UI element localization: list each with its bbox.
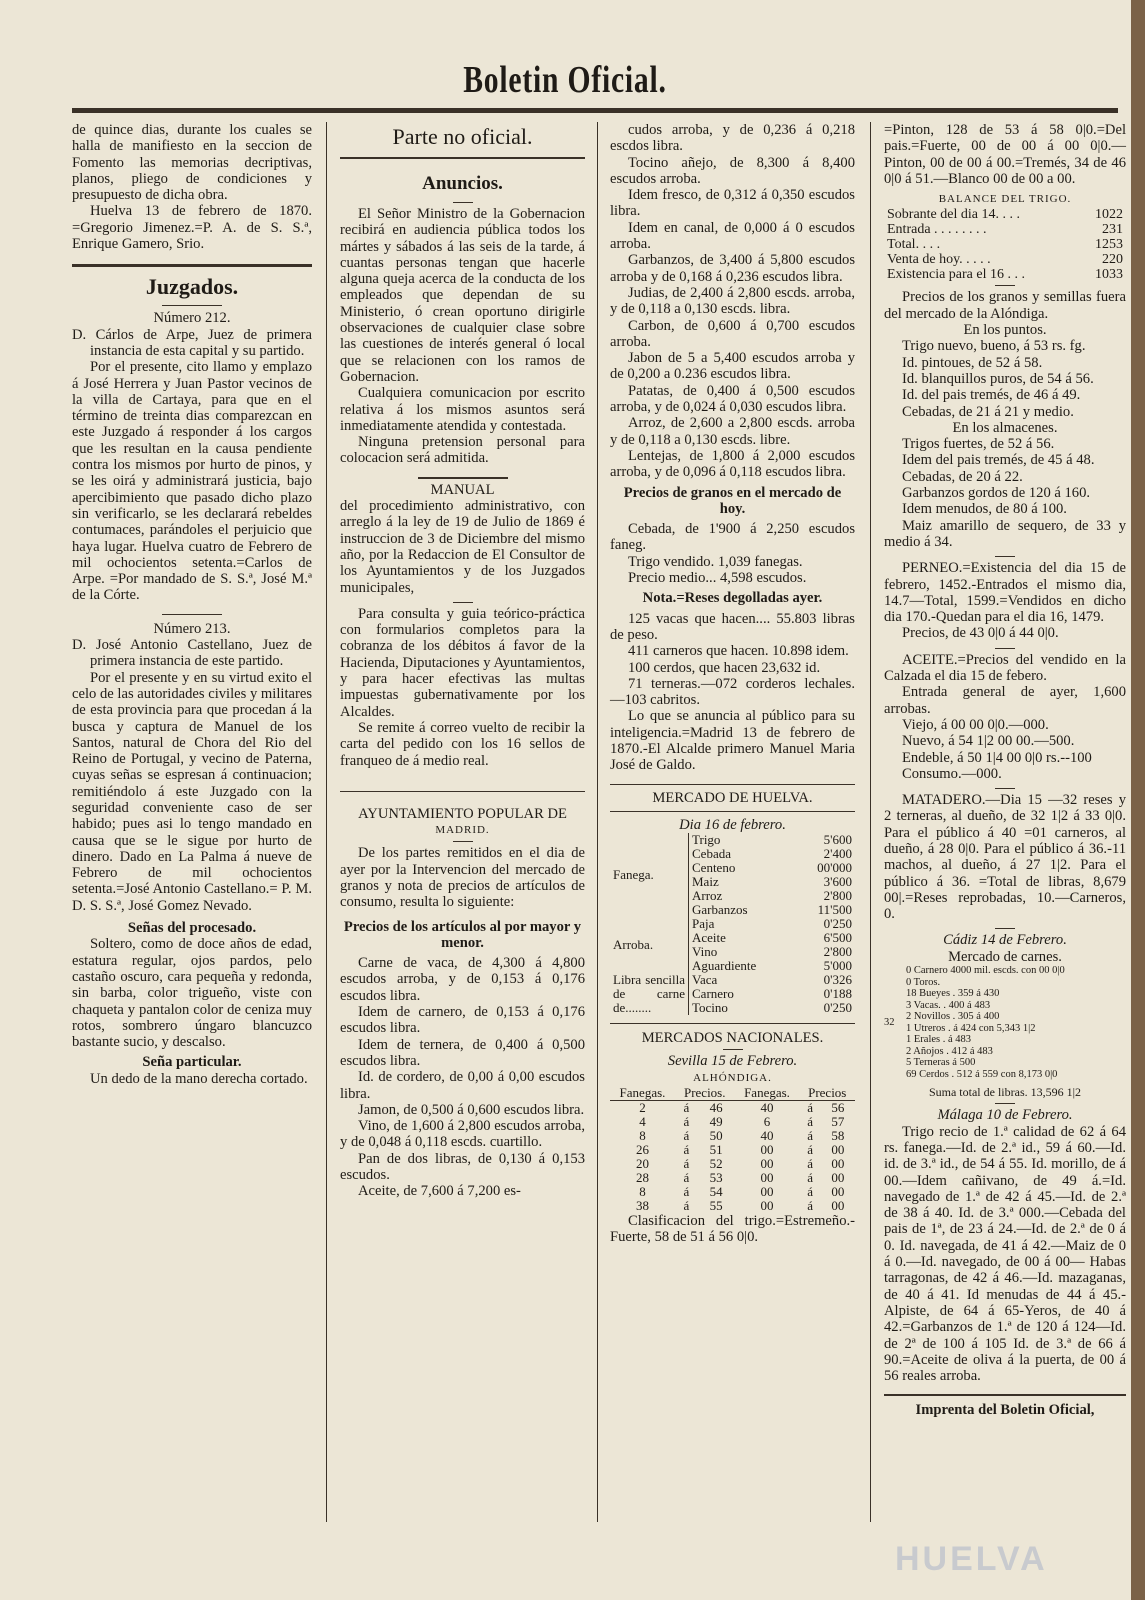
table-cell: á [683, 1142, 690, 1158]
list-item: 2 Novillos . 305 á 400 [906, 1011, 1000, 1023]
table-cell: á [807, 1170, 813, 1186]
table-cell: 00 [831, 1184, 845, 1200]
divider [453, 202, 473, 203]
divider [995, 285, 1015, 286]
paragraph: El Señor Ministro de la Gobernacion recibirá en audiencia pública todos los mártes y sábados á las seis de la tarde, á cuantas personas tengan que hacerle alguna queja acerca de la conducta de los empleados que dependan de su Ministerio, ó crean oportuno dirigirle observaciones de cualquier clase sobre las cuestiones de interés general ó local que se relacionen con los ramos de Gobernacion. [340, 206, 585, 385]
list-item: Tocino añejo, de 8,300 á 8,400 escudos arroba. [610, 154, 855, 187]
table-row [610, 1157, 855, 1171]
paragraph: 100 cerdos, que hacen 23,632 id. [628, 659, 821, 676]
table-cell: 8 [639, 1184, 646, 1200]
table-cell: á [683, 1156, 690, 1172]
subheading: MERCADOS NACIONALES. [641, 1030, 824, 1047]
column-3 [610, 122, 855, 1246]
paragraph: Precio medio... 4,598 escudos. [628, 570, 807, 587]
column-2 [340, 122, 585, 1200]
subheading: Mercado de carnes. [948, 948, 1062, 965]
table-cell: á [807, 1128, 813, 1144]
balance-label: Existencia para el 16 . . . [887, 267, 1026, 283]
price-list [340, 955, 585, 1199]
paragraph: =Pinton, 128 de 53 á 58 0|0.=Del pais.=Fuerte, 00 de 00 á 00 0|0.— Pinton, 00 de 00 á 00.=Tremés, 34 de 46 0|0 á 51.—Blanco 00 de 00 a 00. [884, 122, 1126, 187]
list-item: Garbanzos, de 3,400 á 5,800 escudos arroba y de 0,168 á 0,236 escudos libra. [610, 252, 855, 285]
list-item: Vino, de 1,600 á 2,800 escudos arroba, y de 0,048 á 0,118 escds. cuartillo. [340, 1118, 585, 1151]
list-item: 3 Vacas. . 400 á 483 [906, 999, 991, 1011]
table-cell: á [683, 1114, 690, 1130]
divider [995, 556, 1015, 557]
list-item: Jabon de 5 a 5,400 escudos arroba y de 0,200 a 0.236 escudos libra. [610, 350, 855, 383]
header-cell: Fanegas. [610, 1086, 675, 1101]
table-cell: 54 [709, 1184, 723, 1200]
paragraph: Cualquiera comunicacion por escrito relativa á los mismos asuntos será inmediatamente atendida y contestada. [340, 385, 585, 434]
list-item: Id. blanquillos puros, de 54 á 56. [902, 370, 1094, 387]
table-row [610, 1129, 855, 1143]
subheading: MERCADO DE HUELVA. [652, 789, 813, 806]
item-name: Carnero [689, 987, 795, 1001]
table-cell: á [683, 1184, 690, 1200]
item-name: Paja [689, 917, 795, 931]
table-cell: 57 [831, 1114, 845, 1130]
paragraph: MATADERO.—Dia 15 —32 reses y 2 terneras, al dueño, de 32 1|2 á 33 0|0. Para el público á 40 =01 carneros, al dueño, á 28 0|0. Para el público á 36.-11 machos, al dueño, á 27 1|2. Para el público á 36. =Total de libras, 8,679 00|.=Reses reprobadas, 10.—Carneros, 0. [884, 792, 1126, 923]
column-divider [597, 122, 598, 1522]
item-name: Centeno [689, 861, 795, 875]
list-item: 2 Añojos . 412 á 483 [906, 1045, 993, 1057]
list-item: Idem del pais tremés, de 45 á 48. [902, 452, 1095, 469]
table-row [884, 222, 1126, 237]
table-cell: 00 [831, 1142, 845, 1158]
table-row [610, 917, 855, 931]
cadiz-rows [906, 965, 1126, 1080]
notice-number: Número 213. [153, 620, 231, 637]
table-cell: 00 [760, 1198, 774, 1214]
balance-table [884, 207, 1126, 282]
list-item: Id. del pais tremés, de 46 á 49. [902, 387, 1081, 404]
paragraph: Clasificacion del trigo.=Estremeño.-Fuerte, 58 de 51 á 56 0|0. [610, 1213, 855, 1246]
table-cell: 00 [760, 1142, 774, 1158]
list-item: 69 Cerdos . 512 á 559 con 8,173 0|0 [906, 1068, 1058, 1080]
notice-body: Por el presente y en su virtud exito el celo de las autoridades civiles y militares de esta provincia para que procedan á la busca y captura de Manuel de los Santos, natural de Chora del Rio del Reino de Portugal, y vecino de Paterna, cuyas señas se espresan á continuacion; remitiéndolo á este Juzgado con la seguridad conveniente caso de ser habido; pues asi lo tengo mandado en causa que se le sigue por hurto de dinero. Dado en La Palma á nueve de Febrero de mil ochocientos setenta.=José Antonio Castellano.= P. M. D. S. S.ª, José Gomez Nevado. [72, 669, 312, 914]
table-row [610, 1101, 855, 1116]
balance-value: 1022 [1095, 207, 1123, 223]
table-cell: 58 [831, 1128, 845, 1144]
paragraph: 411 carneros que hacen. 10.898 idem. [628, 643, 849, 660]
item-price: 11'500 [817, 902, 852, 918]
list-item: Endeble, á 50 1|4 00 0|0 rs.--100 [902, 749, 1092, 766]
list-item: Idem de ternera, de 0,400 á 0,500 escudos libra. [340, 1036, 585, 1069]
table-cell: 56 [831, 1100, 845, 1116]
item-name: Arroz [689, 889, 795, 903]
paragraph: Ninguna pretension personal para colocacion será admitida. [340, 434, 585, 467]
balance-value: 220 [1102, 252, 1123, 268]
divider [995, 648, 1015, 649]
subheading: Precios de los artículos al por mayor y menor. [343, 918, 582, 951]
table-cell: 4 [639, 1114, 646, 1130]
list-item: Patatas, de 0,400 á 0,500 escudos arroba, y de 0,024 á 0,030 escudos libra. [610, 382, 855, 416]
item-name: Aceite [689, 931, 795, 945]
table-cell: 00 [831, 1198, 845, 1214]
table-cell: 26 [635, 1142, 649, 1158]
subheading: MANUAL [430, 481, 495, 498]
group-label: Fanega. [613, 867, 654, 883]
item-name: Vaca [689, 973, 795, 987]
price-list [610, 122, 855, 481]
price-list [884, 436, 1126, 550]
subheading: ALHÓNDIGA. [693, 1071, 772, 1084]
paragraph: 125 vacas que hacen.... 55.803 libras de peso. [610, 610, 855, 643]
section-heading: Parte no oficial. [392, 124, 533, 149]
table-cell: 00 [831, 1156, 845, 1172]
list-item: Viejo, á 00 00 0|0.—000. [902, 716, 1049, 733]
table-header [610, 1086, 855, 1101]
balance-label: Sobrante del dia 14. . . . [887, 207, 1020, 223]
divider [723, 1049, 743, 1050]
table-cell: á [683, 1100, 690, 1116]
list-item: Trigos fuertes, de 52 á 56. [902, 436, 1055, 453]
table-cell: á [683, 1128, 690, 1144]
list-item: 1 Utreros . á 424 con 5,343 1|2 [906, 1022, 1036, 1034]
item-price: 0'250 [823, 916, 852, 932]
item-name: Cebada [689, 847, 795, 861]
table-cell: á [683, 1170, 690, 1186]
list-item: Trigo nuevo, bueno, á 53 rs. fg. [902, 338, 1086, 355]
cadiz-table [884, 965, 1126, 1080]
list-item: Idem menudos, de 80 á 100. [902, 501, 1067, 518]
table-cell: 6 [763, 1114, 771, 1130]
description: Soltero, como de doce años de edad, estatura regular, ojos pardos, pelo castaño oscuro, cara pequeña y redonda, sin barba, color trigueño, viste con chaqueta y pantalon color de ceniza muy rotos, sombrero úngaro blancuzco bastante sucio, y descalso. [72, 936, 312, 1051]
list-item: Consumo.—000. [902, 765, 1002, 782]
divider [162, 305, 222, 306]
divider [884, 1394, 1126, 1396]
paragraph: Lo que se anuncia al público para su inteligencia.=Madrid 13 de febrero de 1870.-El Alcalde primero Manuel Maria José de Galdo. [610, 708, 855, 774]
subheading: BALANCE DEL TRIGO. [938, 193, 1072, 206]
table-row [610, 1185, 855, 1199]
list-item: 18 Bueyes . 359 á 430 [906, 988, 1000, 1000]
item-name: Aguardiente [689, 959, 795, 973]
subheading: Precios de granos en el mercado de hoy. [623, 484, 842, 517]
header-cell: Precios. [675, 1086, 735, 1101]
table-cell: 40 [760, 1100, 774, 1116]
paragraph: Precios, de 43 0|0 á 44 0|0. [902, 625, 1059, 642]
divider [418, 477, 508, 479]
table-cell: 20 [635, 1156, 649, 1172]
item-price: 6'500 [823, 930, 852, 946]
table-row [610, 1199, 855, 1213]
table-cell: 40 [760, 1128, 774, 1144]
table-row [610, 1143, 855, 1157]
balance-value: 231 [1102, 222, 1123, 238]
page-edge [1131, 0, 1145, 1600]
notice-title: D. José Antonio Castellano, Juez de primera instancia de este partido. [72, 637, 312, 670]
table-row [884, 252, 1126, 267]
list-item: Idem fresco, de 0,312 á 0,350 escudos libra. [610, 187, 855, 220]
balance-value: 1253 [1095, 237, 1123, 253]
paragraph: de quince dias, durante los cuales se halla de manifiesto en la seccion de Fomento las memorias decriptivas, planos, pliego de condiciones y presupuesto de dicha obra. [72, 122, 312, 204]
divider [995, 1103, 1015, 1104]
item-name: Maiz [689, 875, 795, 889]
list-item: Judias, de 2,400 á 2,800 escds. arroba, y de 0,118 a 0,130 escds. libra. [610, 284, 855, 318]
table-cell: 50 [709, 1128, 723, 1144]
table-row [884, 237, 1126, 252]
list-item: Idem en canal, de 0,000 á 0 escudos arroba. [610, 219, 855, 253]
divider [340, 791, 585, 792]
table-cell: á [807, 1156, 813, 1172]
divider [610, 784, 855, 785]
table-cell: á [807, 1184, 813, 1200]
paragraph: 71 terneras.—072 corderos lechales.—103 cabritos. [610, 675, 855, 709]
item-name: Vino [689, 945, 795, 959]
table-row [610, 1115, 855, 1129]
list-item: Idem de carnero, de 0,153 á 0,176 escudos libra. [340, 1004, 585, 1037]
list-item: Cebadas, de 21 á 21 y medio. [902, 403, 1074, 420]
subheading: Señas del procesado. [127, 920, 257, 937]
table-row [884, 267, 1126, 282]
table-cell: 38 [635, 1198, 649, 1214]
item-price: 5'000 [823, 958, 852, 974]
list-item: Pan de dos libras, de 0,130 á 0,153 escudos. [340, 1150, 585, 1184]
table-cell: á [807, 1198, 813, 1214]
item-price: 2'800 [823, 944, 852, 960]
price-list [884, 684, 1126, 782]
date-line: Sevilla 15 de Febrero. [667, 1053, 798, 1070]
list-item: Id. de cordero, de 0,00 á 0,00 escudos libra. [340, 1069, 585, 1102]
balance-label: Venta de hoy. . . . . [887, 252, 991, 268]
notice-title: D. Cárlos de Arpe, Juez de primera instancia de esta capital y su partido. [72, 326, 312, 359]
item-price: 00'000 [817, 860, 852, 876]
list-item: cudos arroba, y de 0,236 á 0,218 escdos libra. [610, 122, 855, 155]
item-name: Trigo [689, 833, 795, 847]
printer-line: Imprenta del Boletin Oficial, [915, 1402, 1095, 1419]
date-line: Cádiz 14 de Febrero. [943, 932, 1067, 949]
table-cell: 52 [709, 1156, 723, 1172]
table-cell: 55 [709, 1198, 723, 1214]
paragraph: ACEITE.=Precios del vendido en la Calzada el dia 15 de febero. [884, 651, 1126, 685]
list-item: Carne de vaca, de 4,300 á 4,800 escudos arroba, y de 0,153 á 0,176 escudos libra. [340, 955, 585, 1004]
paragraph: Para consulta y guia teórico-práctica con formularios completos para la cobranza de los débitos á favor de la Hacienda, Diputaciones y Ayuntamientos, y para hacer efectivas las multas impuestas gubernativamente por los Alcaldes. [340, 605, 585, 720]
list-item: Maiz amarillo de sequero, de 33 y medio á 34. [884, 517, 1126, 550]
list-item: Nuevo, á 54 1|2 00 00.—500. [902, 733, 1075, 750]
column-1 [72, 122, 312, 1087]
table-row [884, 207, 1126, 222]
table-cell: 00 [760, 1156, 774, 1172]
header-cell: Fanegas. [735, 1086, 800, 1101]
table-cell: 8 [639, 1128, 646, 1144]
archive-watermark: HUELVA [895, 1540, 1048, 1578]
paragraph: Se remite á correo vuelto de recibir la carta del pedido con los 16 sellos de franqueo de á medio real. [340, 719, 585, 769]
section-heading: Anuncios. [422, 173, 503, 194]
date-line: Dia 16 de febrero. [679, 816, 786, 833]
paragraph: PERNEO.=Existencia del dia 15 de febrero, 1452.-Entrados el mismo dia, 14.7—Total, 1599.=Vendidos en dicho dia 170.-Quedan para el dia 16, 1479. [884, 560, 1126, 626]
item-price: 0'250 [823, 1000, 852, 1016]
table-row [610, 1171, 855, 1185]
alhondiga-table [610, 1086, 855, 1213]
item-price: 0'326 [823, 972, 852, 988]
list-item: Aceite, de 7,600 á 7,200 es- [358, 1183, 521, 1200]
list-item: Jamon, de 0,500 á 0,600 escudos libra. [358, 1101, 585, 1118]
paragraph: Trigo vendido. 1,039 fanegas. [628, 553, 803, 570]
table-cell: 2 [639, 1100, 646, 1116]
subheading: AYUNTAMIENTO POPULAR DE [358, 805, 567, 822]
notice-body: Por el presente, cito llamo y emplazo á José Herrera y Juan Pastor vecinos de la villa de Cartaya, para que en el término de treinta dias comparezcan en este Juzgado á responder á los cargos que les resultan en la causa pendiente contra los mismos por hurto de pinos, y se les oirá y administrará justicia, bajo apercibimiento que pasado dicho plazo sin verificarlo, se les declarará rebeldes contumaces, parándoles el perjuicio que haya lugar. Huelva cuatro de Febrero de mil ochocientos setenta.=Carlos de Arpe. =Por mandado de S. S.ª, José M.ª de la Córte. [72, 359, 312, 604]
subheading: En los almacenes. [952, 419, 1058, 436]
list-item: 5 Terneras á 500 [906, 1057, 976, 1069]
list-item: 0 Carnero 4000 mil. escds. con 00 0|0 [906, 965, 1065, 977]
item-price: 2'800 [823, 888, 852, 904]
masthead: Boletin Oficial. [463, 59, 667, 101]
balance-value: 1033 [1095, 267, 1123, 283]
divider [453, 841, 473, 842]
item-name: Tocino [689, 1001, 795, 1015]
divider [995, 928, 1015, 929]
section-heading: Juzgados. [145, 274, 239, 300]
list-item: Id. pintoues, de 52 á 58. [902, 354, 1043, 371]
group-label: Libra sencilla de carne de........ [613, 972, 685, 1016]
column-divider [870, 122, 871, 1522]
subheading: En los puntos. [963, 322, 1047, 339]
market-table [610, 833, 855, 1015]
list-item: Arroz, de 2,600 a 2,800 escds. arroba y de 0,118 a 0,130 escds. libre. [610, 415, 855, 448]
table-cell: 53 [709, 1170, 723, 1186]
group-label: Arroba. [613, 937, 654, 953]
divider [72, 264, 312, 267]
item-price: 5'600 [823, 832, 852, 848]
table-cell: 28 [635, 1170, 649, 1186]
divider [162, 614, 222, 615]
divider [610, 1023, 855, 1024]
paragraph: Cebada, de 1'900 á 2,250 escudos faneg. [610, 521, 855, 554]
date-line: Málaga 10 de Febrero. [937, 1107, 1073, 1124]
divider [340, 157, 585, 159]
subheading: Seña particular. [142, 1054, 242, 1071]
signature: Huelva 13 de febrero de 1870. =Gregorio Jimenez.=P. A. de S. S.ª, Enrique Gamero, Srio. [72, 203, 312, 253]
item-name: Garbanzos [689, 903, 795, 917]
list-item: Entrada general de ayer, 1,600 arrobas. [884, 684, 1126, 717]
header-cell: Precios [799, 1086, 855, 1101]
total-line: Suma total de libras. 13,596 1|2 [928, 1085, 1082, 1100]
column-4 [884, 122, 1126, 1419]
divider [995, 788, 1015, 789]
table-cell: 00 [760, 1170, 774, 1186]
table-cell: 46 [709, 1100, 723, 1116]
paragraph: Trigo recio de 1.ª calidad de 62 á 64 rs. fanega.—Id. de 2.ª id., 59 á 60.—Id. id. de 3.ª id., de 54 á 55. Id. morillo, de á 00.—Idem cañivano, de 49 á.=Id. navegado de 1.ª de 42 á 45.—Id. de 2.ª de 38 á 40. Id. de 3.ª 000.—Cebada del pais de 1ª, de 23 á 24.—Id. de 2.ª de 0 á 0. Id. navegada, de 41 á 42.—Maiz de 0 á 0.—Id. navegado, de 00 á 00— Habas tarragonas, de 42 á 46.—Id. mazaganas, de 40 á 41. Id menudas de 44 á 45.-Alpiste, de 64 á 65-Yeros, de 40 á 42.=Garbanzos de 1.ª de 120 á 124—Id. de 2ª de 100 á 105 Id. de 3.ª de 66 á 90.=Aceite de oliva á la puerta, de 00 á 56 reales arroba. [884, 1123, 1126, 1385]
table-cell: 49 [709, 1114, 723, 1130]
column-divider [326, 122, 327, 1522]
table-row [610, 833, 855, 847]
table-cell: 00 [831, 1170, 845, 1186]
paragraph: De los partes remitidos en el dia de ayer por la Intervencion del mercado de granos y nota de precios de artículos de consumo, resulta lo siguiente: [340, 845, 585, 911]
divider [610, 811, 855, 812]
notice-number: Número 212. [153, 310, 231, 327]
table-row [610, 973, 855, 987]
divider [453, 602, 473, 603]
table-cell: á [807, 1142, 813, 1158]
table-cell: á [807, 1100, 813, 1116]
item-price: 2'400 [823, 846, 852, 862]
list-item: Carbon, de 0,600 á 0,700 escudos arroba. [610, 317, 855, 350]
table-cell: á [807, 1114, 813, 1130]
paragraph: del procedimiento administrativo, con arreglo á la ley de 19 de Julio de 1869 é instruccion de 3 de Diciembre del mismo año, por la Redaccion de El Consultor de los Ayuntamientos y de los Juzgados municipales, [340, 498, 585, 596]
price-list [884, 338, 1126, 419]
list-item: Cebadas, de 20 á 22. [902, 468, 1023, 485]
paragraph: Precios de los granos y semillas fuera del mercado de la Alóndiga. [884, 289, 1126, 322]
list-item: Garbanzos gordos de 120 á 160. [902, 485, 1091, 502]
list-item: Lentejas, de 1,800 á 2,000 escudos arroba, y de 0,096 á 0,118 escudos libra. [610, 447, 855, 481]
item-price: 3'600 [823, 874, 852, 890]
masthead-rule [72, 108, 1118, 113]
description: Un dedo de la mano derecha cortado. [90, 1070, 308, 1087]
balance-label: Total. . . . [887, 237, 941, 253]
table-cell: 00 [760, 1184, 774, 1200]
item-price: 0'188 [823, 986, 852, 1002]
subheading: Nota.=Reses degolladas ayer. [642, 590, 823, 607]
subheading: MADRID. [435, 824, 490, 837]
table-cell: 51 [709, 1142, 723, 1158]
balance-label: Entrada . . . . . . . . [887, 222, 987, 238]
cadiz-total: 32 [884, 1016, 895, 1028]
list-item: 0 Toros. [906, 976, 941, 988]
table-cell: á [683, 1198, 690, 1214]
list-item: 1 Erales . á 483 [906, 1034, 972, 1046]
